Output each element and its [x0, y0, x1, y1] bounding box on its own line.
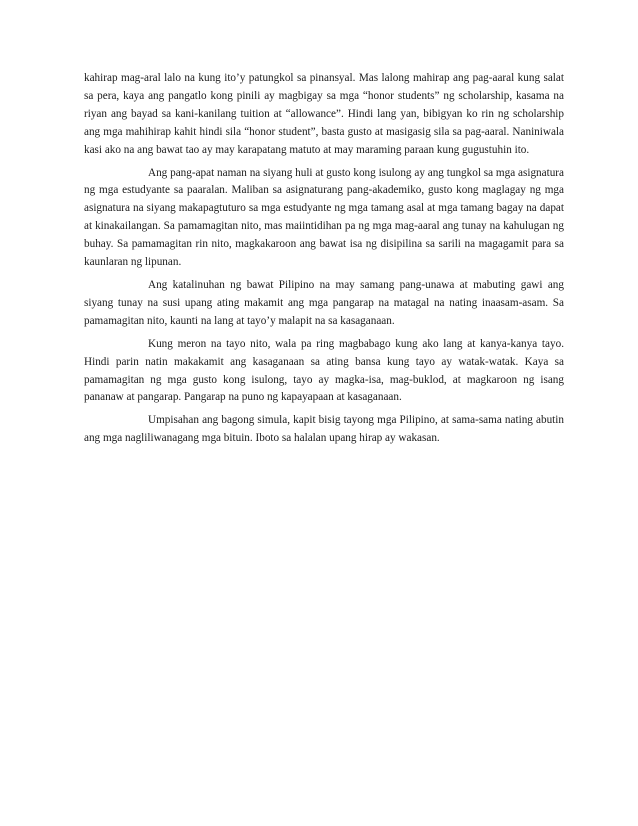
document-page	[84, 70, 564, 453]
paragraph-2: Ang pang-apat naman na siyang huli at gusto kong isulong ay ang tungkol sa mga asignatura ng mga estudyante sa paaralan. Maliban sa asignaturang pang-akademiko, gusto kong maglagay ng mga asignatura na siyang makapagtuturo sa mga estudyante ng mga tamang asal at mga tamang bagay na dapat at kinakailangan. Sa pamamagitan nito, mas maiintidihan pa ng mga mag-aaral ang tunay na kahulugan ng buhay. Sa pamamagitan rin nito, magkakaroon ang bawat isa ng disipilina sa sarili na magagamit para sa kaunlaran ng lipunan.	[84, 166, 564, 269]
paragraph-4: Kung meron na tayo nito, wala pa ring magbabago kung ako lang at kanya-kanya tayo. Hindi parin natin makakamit ang kasaganaan sa ating bansa kung tayo ay watak-watak. Kaya sa pamamagitan ng mga gusto kong isulong, tayo ay magka-isa, mag-buklod, at magkaroon ng isang pananaw at pangarap. Pangarap na puno ng kapayapaan at kasaganaan.	[84, 337, 564, 404]
paragraph-1: kahirap mag-aral lalo na kung ito’y patungkol sa pinansyal. Mas lalong mahirap ang pag-aaral kung salat sa pera, kaya ang pangatlo kong pinili ay magbigay sa mga “honor students” ng scholarship, kasama na riyan ang bayad sa kani-kanilang tuition at “allowance”. Hindi lang yan, bibigyan ko rin ng scholarship ang mga mahihirap kahit hindi sila “honor student”, basta gusto at masigasig sila sa pag-aaral. Naniniwala kasi ako na ang bawat tao ay may karapatang matuto at may maraming paraan kung gugustuhin ito.	[84, 72, 564, 156]
paragraph-3: Ang katalinuhan ng bawat Pilipino na may samang pang-unawa at mabuting gawi ang siyang tunay na susi upang ating makamit ang mga pangarap na matagal na nating inaasam-asam. Sa pamamagitan nito, kaunti na lang at tayo’y malapit na sa kasaganaan.	[84, 278, 564, 327]
paragraph-5: Umpisahan ang bagong simula, kapit bisig tayong mga Pilipino, at sama-sama nating abutin ang mga nagliliwanagang mga bituin. Iboto sa halalan upang hirap ay wakasan.	[84, 414, 564, 445]
